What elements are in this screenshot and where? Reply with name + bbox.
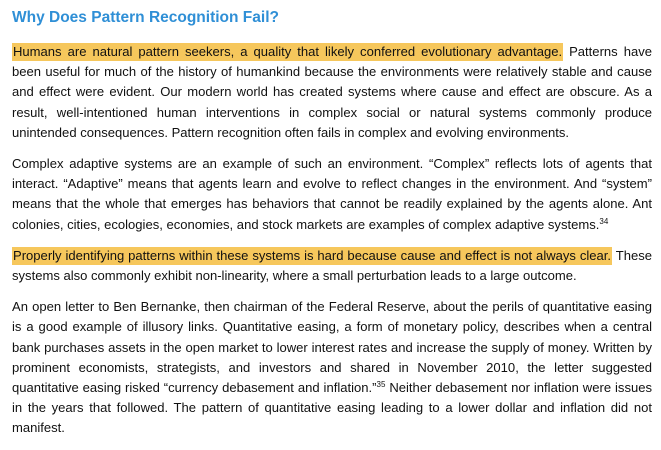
paragraph-2: [12, 154, 652, 235]
paragraph-3-text: These systems also commonly exhibit non-linearity, where a small perturbation leads to a large outcome.: [12, 247, 652, 284]
paragraph-4-text-a: An open letter to Ben Bernanke, then chairman of the Federal Reserve, about the perils of quantitative easing is a good example of illusory links. Quantitative easing, a form of monetary policy, describes when a central bank purchases assets in the open market to lower interest rates and increase the supply of money. Written by prominent economists, strategists, and investors and shared in November 2010, the letter suggested quantitative easing risked “currency debasement and inflation.”: [12, 299, 652, 396]
footnote-ref-35[interactable]: 35: [376, 380, 386, 390]
footnote-ref-34[interactable]: 34: [599, 216, 609, 226]
paragraph-1: [12, 42, 652, 143]
paragraph-3: [12, 246, 652, 286]
paragraph-4: [12, 297, 652, 438]
highlighted-sentence-2: Properly identifying patterns within these systems is hard because cause and effect is not always clear.: [13, 247, 612, 263]
section-heading: Why Does Pattern Recognition Fail?: [12, 9, 279, 26]
paragraph-4-text-b: Neither debasement nor inflation were issues in the years that followed. The pattern of quantitative easing leading to a lower dollar and inflation did not manifest.: [12, 380, 653, 436]
highlighted-sentence-1: Humans are natural pattern seekers, a quality that likely conferred evolutionary advantage.: [13, 44, 563, 59]
paragraph-1-text: Patterns have been useful for much of the history of humankind because the environments were relatively stable and cause and effect were evident. Our modern world has created systems where cause and effect are obscure. As a result, well-intentioned human interventions in complex social or natural systems commonly produce unintended consequences. Pattern recognition often fails in complex and evolving environments.: [12, 44, 652, 140]
document-page: [12, 8, 652, 450]
paragraph-2-text: Complex adaptive systems are an example of such an environment. “Complex” reflects lots of agents that interact. “Adaptive” means that agents learn and evolve to reflect changes in the environment. And “system” means that the whole that emerges has behaviors that cannot be readily explained by the agents alone. Ant colonies, cities, ecologies, economies, and stock markets are examples of complex adaptive systems.: [12, 156, 652, 232]
